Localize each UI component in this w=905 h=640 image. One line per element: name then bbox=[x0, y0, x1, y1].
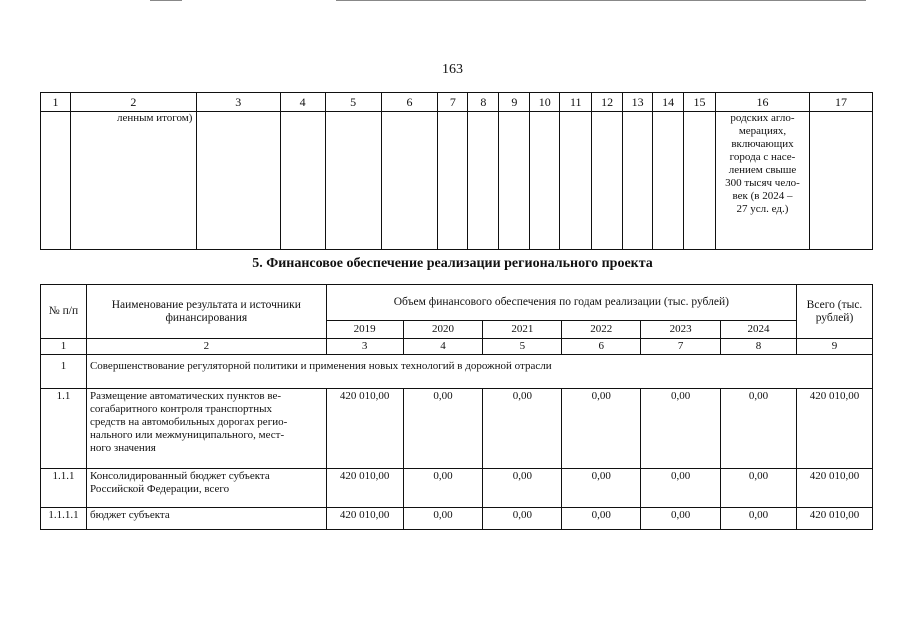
col16-line: век (в 2024 – bbox=[732, 190, 793, 202]
row-value: 420 010,00 bbox=[326, 389, 403, 469]
cont-cell-col4 bbox=[280, 112, 325, 250]
row-value: 0,00 bbox=[562, 469, 641, 508]
row-name-line: Российской Федерации, всего bbox=[89, 483, 230, 495]
column-number-2: 2 bbox=[86, 339, 326, 355]
row-value: 0,00 bbox=[403, 389, 483, 469]
cont-cell-col17 bbox=[809, 112, 872, 250]
cont-header-cell-1: 1 bbox=[41, 93, 71, 112]
year-header-2024: 2024 bbox=[721, 321, 797, 339]
header-name: Наименование результата и источники финансирования bbox=[86, 285, 326, 339]
cont-header-cell-5: 5 bbox=[325, 93, 381, 112]
section-row-num: 1 bbox=[41, 355, 87, 389]
cont-header-cell-12: 12 bbox=[592, 93, 623, 112]
row-value: 0,00 bbox=[721, 469, 797, 508]
row-value: 0,00 bbox=[483, 508, 562, 530]
cont-header-cell-6: 6 bbox=[381, 93, 438, 112]
finance-table bbox=[40, 284, 873, 530]
row-value: 0,00 bbox=[562, 389, 641, 469]
cont-header-cell-3: 3 bbox=[196, 93, 280, 112]
page-number: 163 bbox=[442, 62, 463, 77]
column-number-4: 4 bbox=[403, 339, 483, 355]
header-volume: Объем финансового обеспечения по годам реализации (тыс. рублей) bbox=[326, 285, 796, 321]
row-value: 0,00 bbox=[483, 389, 562, 469]
col16-line: города с насе- bbox=[729, 151, 796, 163]
cont-cell-col11 bbox=[560, 112, 592, 250]
cont-cell-col13 bbox=[623, 112, 653, 250]
column-number-1: 1 bbox=[41, 339, 87, 355]
row-value: 0,00 bbox=[641, 508, 721, 530]
continuation-table bbox=[40, 92, 873, 250]
cont-cell-col14 bbox=[653, 112, 684, 250]
cont-cell-col7 bbox=[438, 112, 468, 250]
cont-cell-col16 bbox=[716, 112, 810, 250]
scan-edge-line-left bbox=[150, 0, 182, 1]
cont-cell-col1 bbox=[41, 112, 71, 250]
row-value: 0,00 bbox=[721, 508, 797, 530]
column-number-8: 8 bbox=[721, 339, 797, 355]
column-number-9: 9 bbox=[797, 339, 873, 355]
row-num: 1.1.1 bbox=[41, 469, 87, 508]
cont-cell-col8 bbox=[468, 112, 499, 250]
col16-line: родских агло- bbox=[730, 112, 795, 124]
row-name-line: бюджет субъекта bbox=[89, 509, 170, 521]
year-header-2023: 2023 bbox=[641, 321, 721, 339]
cont-header-cell-14: 14 bbox=[653, 93, 684, 112]
row-name-line: согабаритного контроля транспортных bbox=[89, 403, 272, 415]
row-num: 1.1.1.1 bbox=[41, 508, 87, 530]
table-row bbox=[41, 389, 873, 469]
cont-cell-col2: ленным итогом) bbox=[70, 112, 196, 250]
cont-cell-col9 bbox=[499, 112, 530, 250]
column-number-6: 6 bbox=[562, 339, 641, 355]
row-name bbox=[86, 389, 326, 469]
year-header-2021: 2021 bbox=[483, 321, 562, 339]
year-header-2019: 2019 bbox=[326, 321, 403, 339]
col16-line: включающих bbox=[731, 138, 794, 150]
cont-cell-col3 bbox=[196, 112, 280, 250]
cont-cell-col5 bbox=[325, 112, 381, 250]
row-value: 0,00 bbox=[641, 389, 721, 469]
col16-line: 27 усл. ед.) bbox=[736, 203, 789, 215]
row-value: 420 010,00 bbox=[326, 469, 403, 508]
cont-header-cell-7: 7 bbox=[438, 93, 468, 112]
cont-header-cell-9: 9 bbox=[499, 93, 530, 112]
section-row-title: Совершенствование регуляторной политики и применения новых технологий в дорожной отрасли bbox=[86, 355, 872, 389]
year-header-2020: 2020 bbox=[403, 321, 483, 339]
cont-header-cell-16: 16 bbox=[716, 93, 810, 112]
column-number-7: 7 bbox=[641, 339, 721, 355]
column-numbers-row bbox=[41, 339, 873, 355]
row-value: 420 010,00 bbox=[326, 508, 403, 530]
cont-cell-col12 bbox=[592, 112, 623, 250]
row-value: 0,00 bbox=[562, 508, 641, 530]
row-total: 420 010,00 bbox=[797, 508, 873, 530]
continuation-body-row bbox=[41, 112, 873, 250]
header-total: Всего (тыс. рублей) bbox=[797, 285, 873, 339]
section-row bbox=[41, 355, 873, 389]
scan-edge-line-right bbox=[336, 0, 866, 1]
cont-header-cell-2: 2 bbox=[70, 93, 196, 112]
row-total: 420 010,00 bbox=[797, 389, 873, 469]
cont-header-cell-8: 8 bbox=[468, 93, 499, 112]
cont-header-cell-11: 11 bbox=[560, 93, 592, 112]
row-value: 0,00 bbox=[641, 469, 721, 508]
col16-line: 300 тысяч чело- bbox=[725, 177, 800, 189]
row-name bbox=[86, 469, 326, 508]
row-name-line: ного значения bbox=[89, 442, 156, 454]
row-name-line: нального или межмуниципального, мест- bbox=[89, 429, 285, 441]
cont-header-cell-10: 10 bbox=[530, 93, 560, 112]
header-num: № п/п bbox=[41, 285, 87, 339]
row-name-line: Консолидированный бюджет субъекта bbox=[89, 470, 270, 482]
continuation-header-row bbox=[41, 93, 873, 112]
column-number-5: 5 bbox=[483, 339, 562, 355]
cont-cell-col6 bbox=[381, 112, 438, 250]
column-number-3: 3 bbox=[326, 339, 403, 355]
row-value: 0,00 bbox=[483, 469, 562, 508]
year-header-2022: 2022 bbox=[562, 321, 641, 339]
row-num: 1.1 bbox=[41, 389, 87, 469]
cont-cell-col10 bbox=[530, 112, 560, 250]
finance-rows bbox=[41, 389, 873, 530]
cont-header-cell-17: 17 bbox=[809, 93, 872, 112]
row-value: 0,00 bbox=[403, 508, 483, 530]
cont-header-cell-13: 13 bbox=[623, 93, 653, 112]
cont-header-cell-4: 4 bbox=[280, 93, 325, 112]
row-value: 0,00 bbox=[721, 389, 797, 469]
row-name-line: средств на автомобильных дорогах регио- bbox=[89, 416, 288, 428]
row-name-line: Размещение автоматических пунктов ве- bbox=[89, 390, 281, 402]
cont-cell-col15 bbox=[684, 112, 716, 250]
row-value: 0,00 bbox=[403, 469, 483, 508]
row-total: 420 010,00 bbox=[797, 469, 873, 508]
table-row bbox=[41, 508, 873, 530]
cont-header-cell-15: 15 bbox=[684, 93, 716, 112]
table-row bbox=[41, 469, 873, 508]
col16-line: мерациях, bbox=[738, 125, 787, 137]
section-title: 5. Финансовое обеспечение реализации регионального проекта bbox=[252, 256, 653, 271]
col16-line: лением свыше bbox=[728, 164, 797, 176]
row-name bbox=[86, 508, 326, 530]
